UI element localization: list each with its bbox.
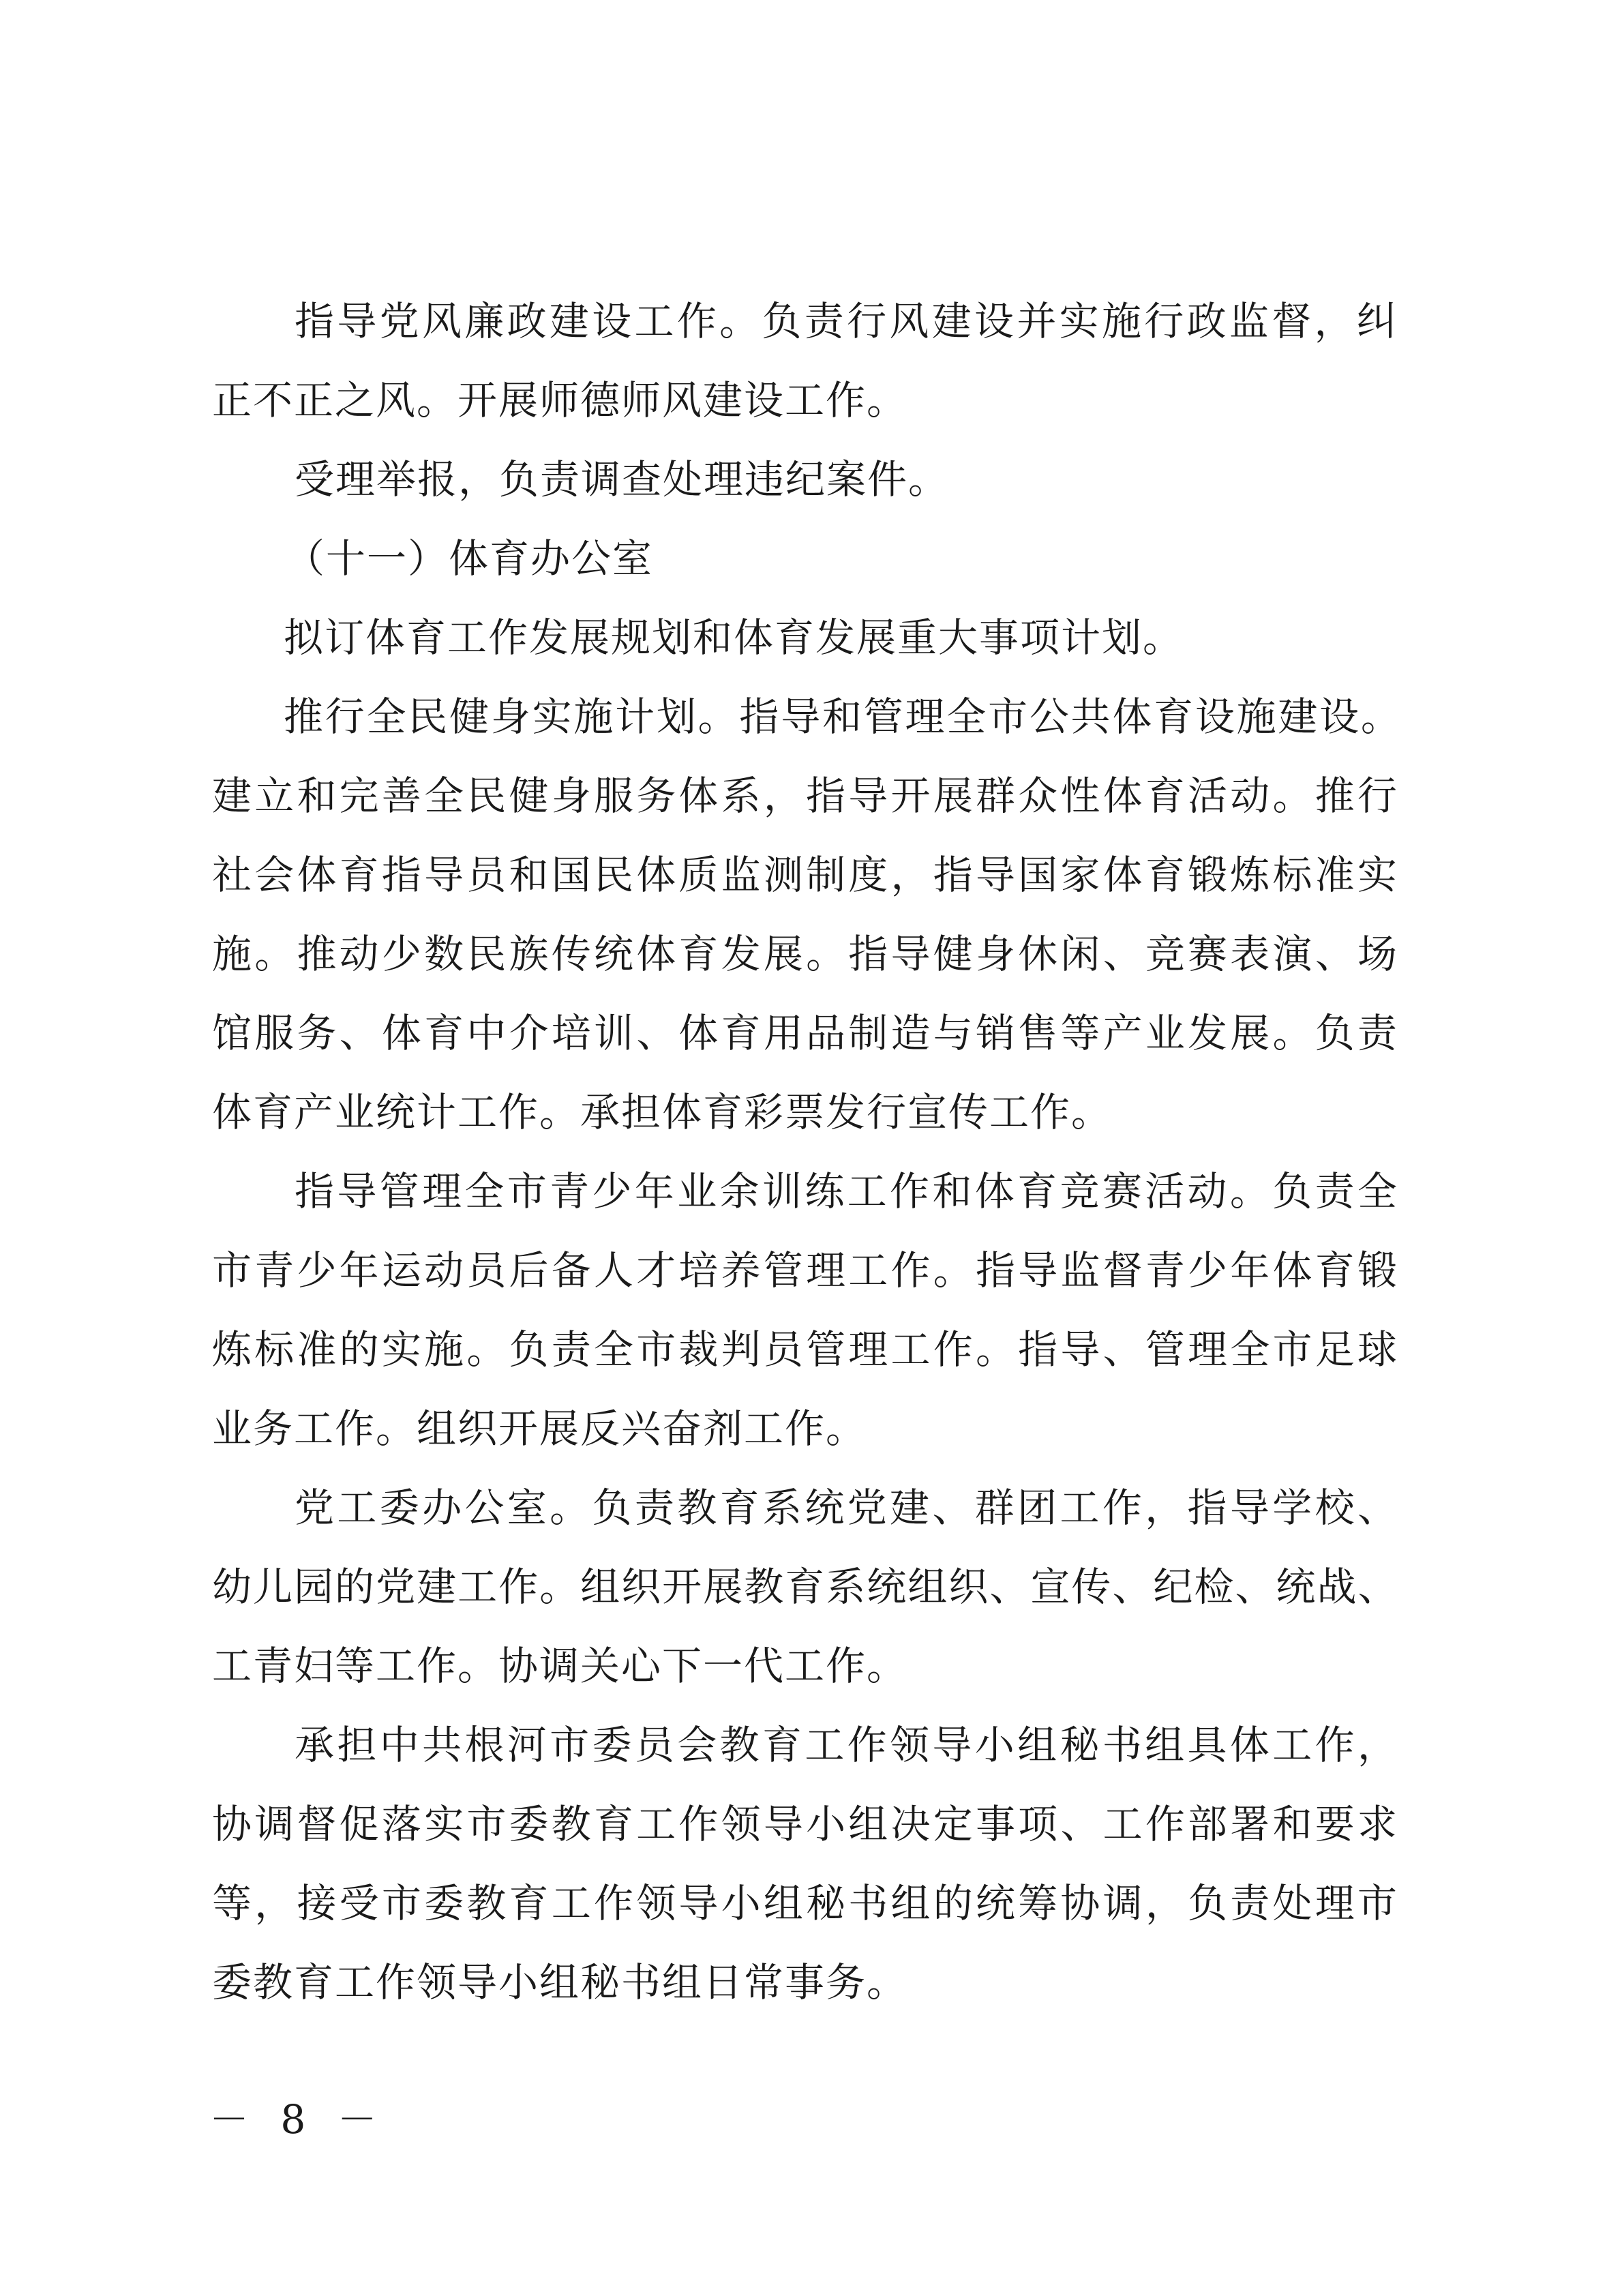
paragraph-line: 建 立 和 完 善 全 民 健 身 服 务 体 系 ， 指 导 开 展 群 众 性 体 育 活 动 。 推 行 (212, 773, 1398, 819)
paragraph-line: 指 导 党 风 廉 政 建 设 工 作 。 负 责 行 风 建 设 并 实 施 行 政 监 督 ， 纠 (295, 298, 1398, 344)
paragraph-line: 指 导 管 理 全 市 青 少 年 业 余 训 练 工 作 和 体 育 竞 赛 活 动 。 负 责 全 (295, 1168, 1398, 1214)
paragraph-line: 党 工 委 办 公 室 。 负 责 教 育 系 统 党 建 、 群 团 工 作 ， 指 导 学 校 、 (295, 1485, 1398, 1531)
paragraph-line: 承 担 中 共 根 河 市 委 员 会 教 育 工 作 领 导 小 组 秘 书 组 具 体 工 作 ， (295, 1722, 1398, 1768)
section-heading: （十一）体育办公室 (285, 535, 654, 582)
paragraph-line: 炼 标 准 的 实 施 。 负 责 全 市 裁 判 员 管 理 工 作 。 指 导 、 管 理 全 市 足 球 (212, 1326, 1398, 1373)
paragraph-line: 幼 儿 园 的 党 建 工 作 。 组 织 开 展 教 育 系 统 组 织 、 宣 传 、 纪 检 、 统 战 、 (212, 1564, 1399, 1610)
paragraph-line: 业务工作。组织开展反兴奋剂工作。 (212, 1405, 867, 1452)
paragraph-line: 正不正之风。开展师德师风建设工作。 (212, 377, 908, 423)
paragraph-line: 等 ， 接 受 市 委 教 育 工 作 领 导 小 组 秘 书 组 的 统 筹 协 调 ， 负 责 处 理 市 (212, 1880, 1398, 1926)
paragraph-line: 馆 服 务 、 体 育 中 介 培 训 、 体 育 用 品 制 造 与 销 售 等 产 业 发 展 。 负 责 (212, 1010, 1398, 1056)
paragraph-line: 推 行 全 民 健 身 实 施 计 划 。 指 导 和 管 理 全 市 公 共 体 育 设 施 建 设 。 (284, 694, 1402, 740)
paragraph-line: 协 调 督 促 落 实 市 委 教 育 工 作 领 导 小 组 决 定 事 项 、 工 作 部 署 和 要 求 (212, 1801, 1398, 1847)
paragraph-line: 体育产业统计工作。承担体育彩票发行宣传工作。 (212, 1089, 1113, 1135)
paragraph-line: 工青妇等工作。协调关心下一代工作。 (212, 1643, 908, 1689)
paragraph-line: 拟订体育工作发展规划和体育发展重大事项计划。 (284, 614, 1184, 661)
page-number: － 8 － (209, 2096, 387, 2143)
paragraph-line: 委教育工作领导小组秘书组日常事务。 (212, 1959, 908, 2006)
paragraph-line: 施 。 推 动 少 数 民 族 传 统 体 育 发 展 。 指 导 健 身 休 闲 、 竞 赛 表 演 、 场 (212, 931, 1398, 977)
paragraph-line: 市 青 少 年 运 动 员 后 备 人 才 培 养 管 理 工 作 。 指 导 监 督 青 少 年 体 育 锻 (212, 1247, 1398, 1294)
paragraph-line: 受理举报，负责调查处理违纪案件。 (295, 456, 950, 503)
paragraph-line: 社 会 体 育 指 导 员 和 国 民 体 质 监 测 制 度 ， 指 导 国 家 体 育 锻 炼 标 准 实 (212, 852, 1398, 898)
